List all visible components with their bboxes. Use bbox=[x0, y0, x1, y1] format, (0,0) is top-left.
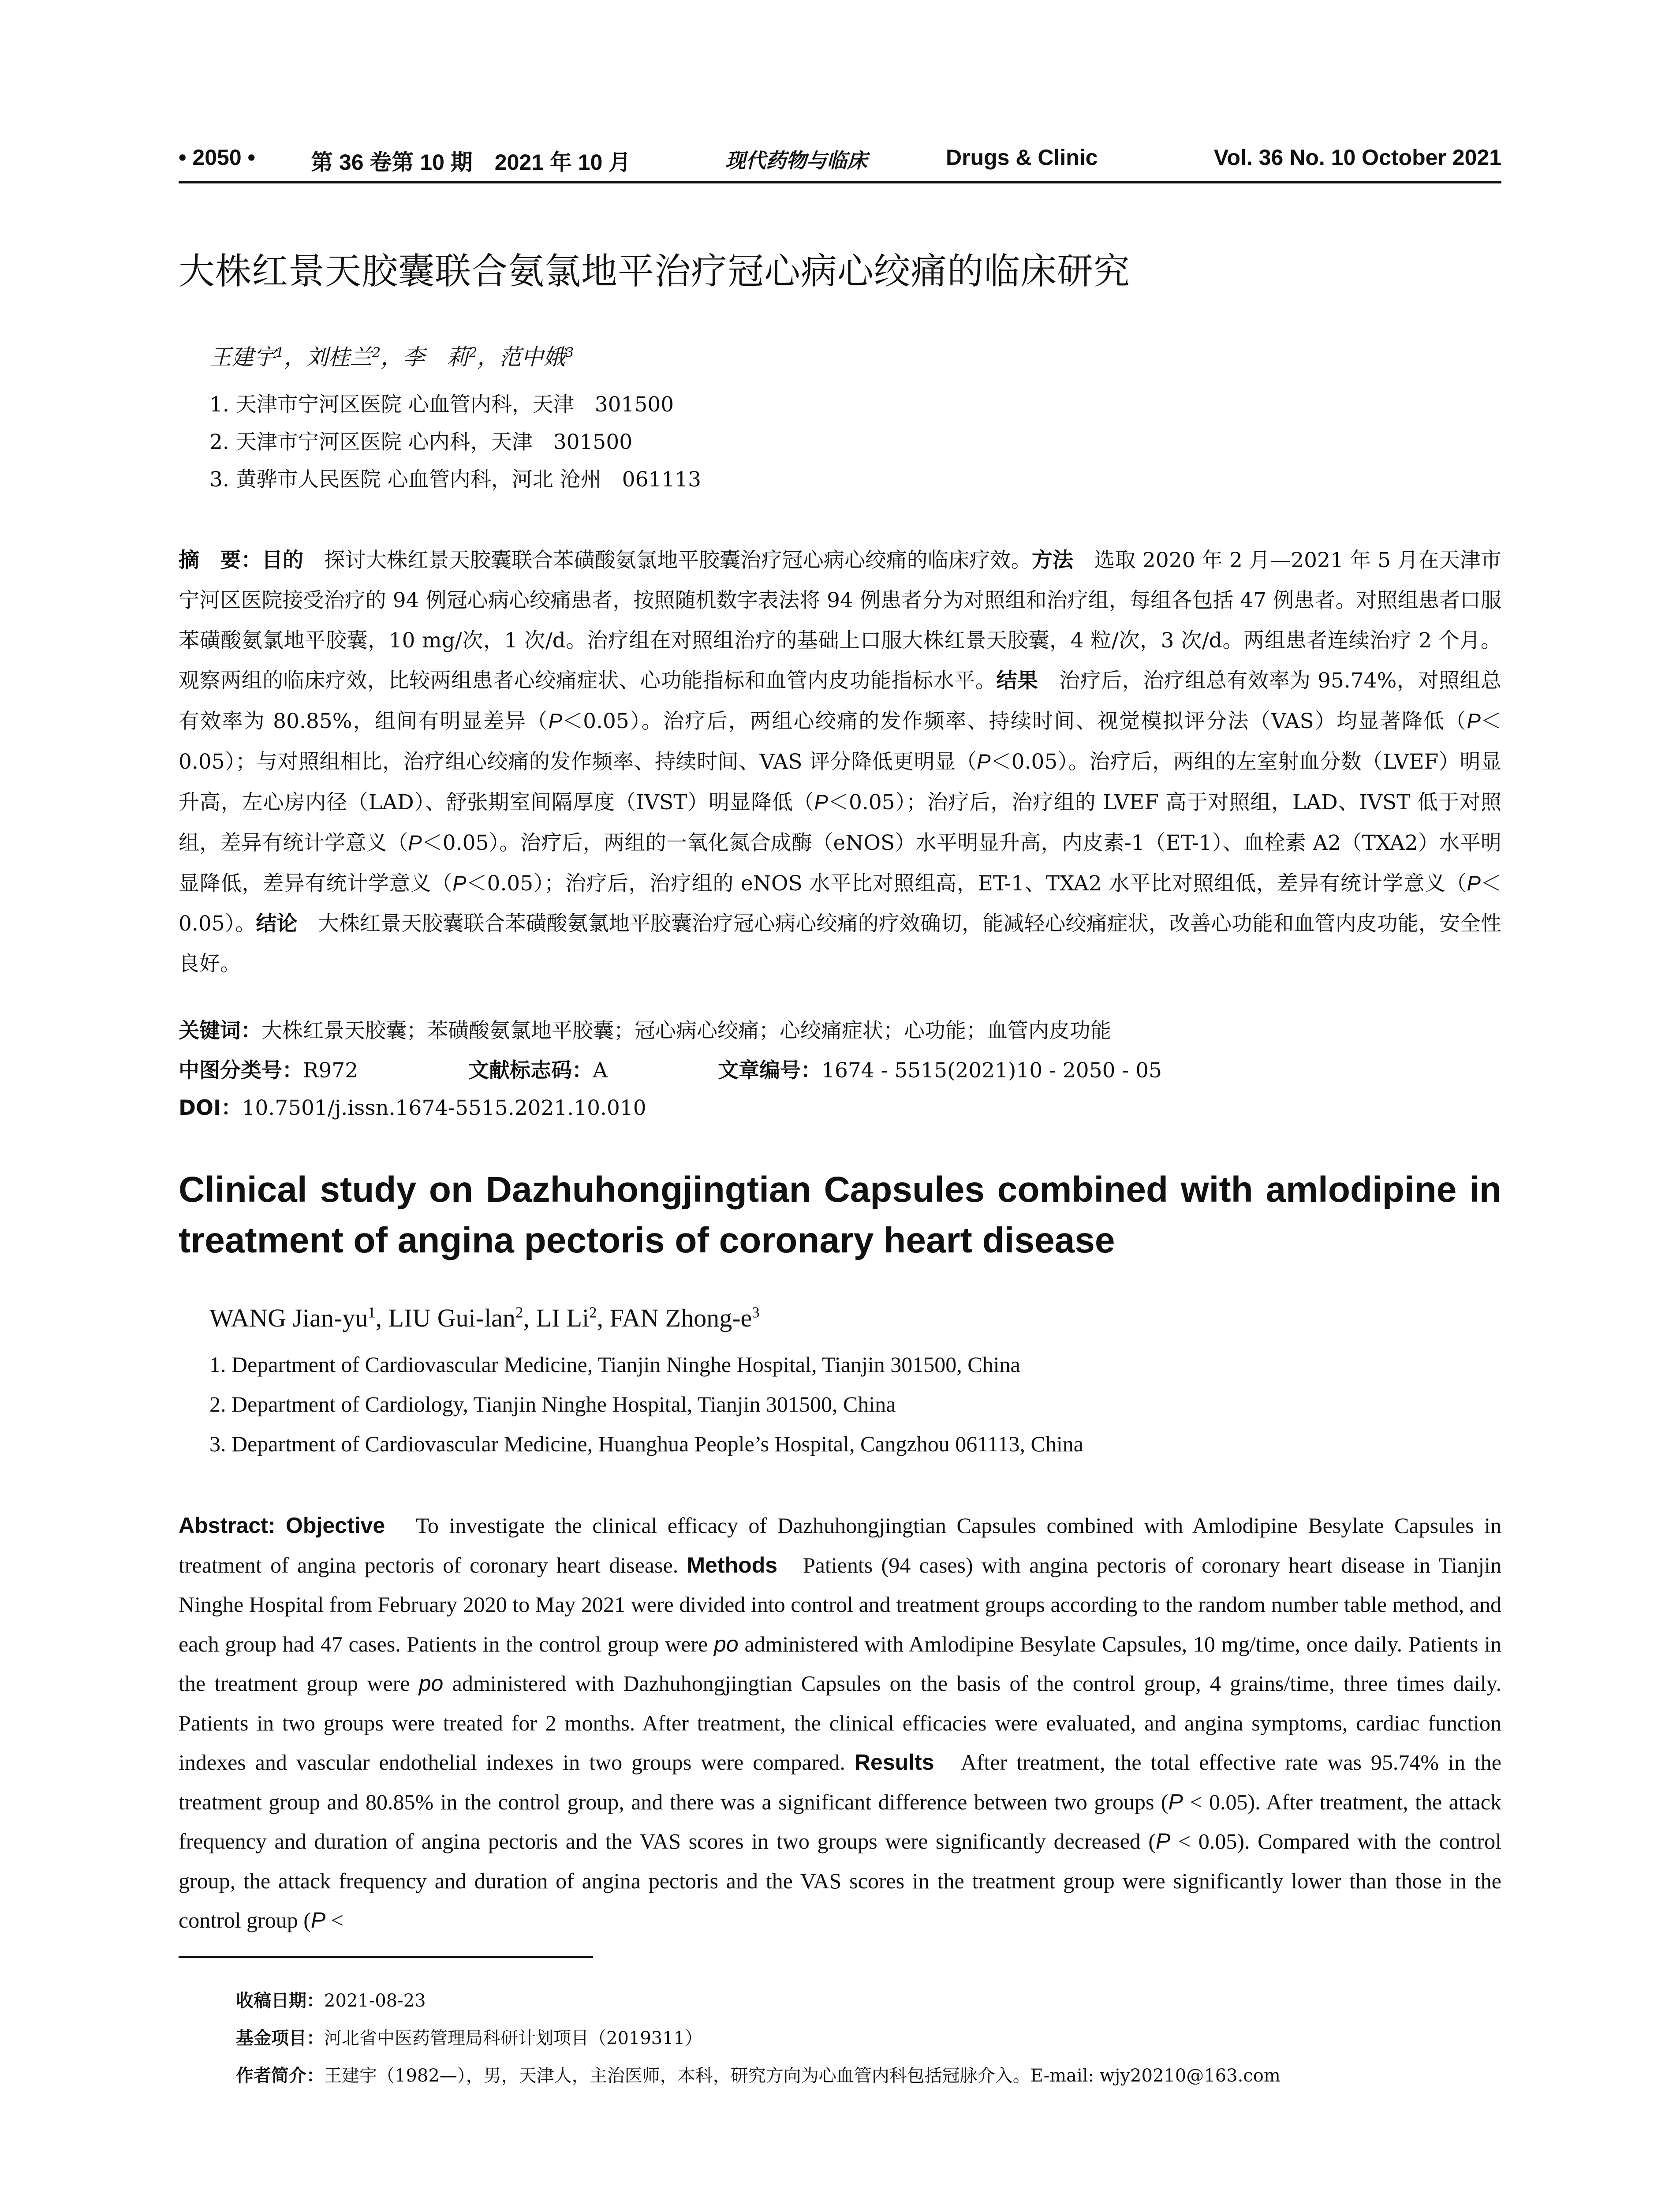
affiliation-cn: 2. 天津市宁河区医院 心内科，天津 301500 bbox=[209, 430, 633, 454]
po-abbrev: po bbox=[714, 1631, 739, 1656]
abstract-cn bbox=[179, 540, 1501, 984]
objective-label: 目的 bbox=[261, 548, 304, 572]
abstract-label: 摘 要： bbox=[179, 548, 262, 572]
author-affiliation-mark: 2 bbox=[589, 1304, 597, 1321]
results-text: < 0.05). Compared with the control group, the attack frequency and duration of angina pectoris and the VAS scores in the treatment group were significantly lower than those in the control group ( bbox=[179, 1829, 1501, 1932]
author-affiliation-mark: 1 bbox=[276, 345, 284, 361]
author-name: WANG Jian-yu bbox=[209, 1304, 368, 1332]
doc-code-label: 文献标志码： bbox=[468, 1058, 593, 1083]
objective-text: 探讨大株红景天胶囊联合苯磺酸氨氯地平胶囊治疗冠心病心绞痛的临床疗效。 bbox=[324, 548, 1032, 572]
footnote-value: 2021-08-23 bbox=[324, 1991, 426, 2011]
p-value-symbol: P bbox=[814, 790, 828, 814]
keywords-label: 关键词： bbox=[179, 1019, 261, 1043]
methods-label: Methods bbox=[687, 1552, 778, 1577]
doi-label: DOI： bbox=[179, 1096, 242, 1120]
results-text: < bbox=[325, 1908, 343, 1932]
volume-issue-cn: 第 36 卷第 10 期 2021 年 10 月 bbox=[311, 150, 631, 175]
methods-text: administered with Dazhuhongjingtian Capsules on the basis of the control group, 4 grains/time, three times daily. Patients in two groups were treated for 2 months. After treatment, the clinical efficacies were evaluated, and angina symptoms, cardiac function indexes and vascular endothelial indexes in two groups were compared. bbox=[179, 1671, 1502, 1775]
po-abbrev: po bbox=[418, 1671, 444, 1696]
footnote-value: 河北省中医药管理局科研计划项目（2019311） bbox=[324, 2028, 703, 2048]
doi-value[interactable]: 10.7501/j.issn.1674-5515.2021.10.010 bbox=[242, 1096, 646, 1120]
clc-label: 中图分类号： bbox=[179, 1058, 303, 1083]
author-name: 范中娥 bbox=[499, 344, 566, 370]
article-title-en: Clinical study on Dazhuhongjingtian Capsules combined with amlodipine in treatment of angina pectoris of coronary heart disease bbox=[179, 1170, 1501, 1260]
conclusion-label: 结论 bbox=[256, 912, 298, 936]
p-value-symbol: P bbox=[1467, 871, 1481, 895]
author-affiliation-mark: 3 bbox=[752, 1304, 760, 1321]
results-text: ＜0.05）；治疗后，治疗组的 eNOS 水平比对照组高，ET-1、TXA2 水平比对照组低，差异有统计学意义（ bbox=[466, 871, 1467, 896]
article-number-value: 1674 - 5515(2021)10 - 2050 - 05 bbox=[821, 1058, 1162, 1083]
p-value-symbol: P bbox=[548, 709, 563, 733]
p-value-symbol: P bbox=[1168, 1789, 1183, 1814]
abstract-en bbox=[179, 1506, 1501, 1940]
results-text: ＜0.05）。治疗后，两组的一氧化氮合成酶（eNOS）水平明显升高，内皮素-1（ET-1）、血栓素 A2（TXA2）水平明显降低，差异有统计学意义（ bbox=[179, 831, 1502, 896]
objective-text: To investigate the clinical efficacy of Dazhuhongjingtian Capsules combined with Amlodipine Besylate Capsules in treatment of angina pectoris of coronary heart disease. bbox=[179, 1513, 1502, 1577]
p-value-symbol: P bbox=[1156, 1829, 1171, 1854]
affiliation-cn: 1. 天津市宁河区医院 心血管内科，天津 301500 bbox=[209, 392, 674, 417]
results-text: < 0.05). After treatment, the attack frequency and duration of angina pectoris and the VAS scores in two groups were significantly decreased ( bbox=[179, 1789, 1501, 1854]
p-value-symbol: P bbox=[977, 750, 991, 773]
footnote-author-bio bbox=[236, 2062, 1281, 2087]
methods-label: 方法 bbox=[1031, 548, 1074, 572]
footnote-label: 作者简介： bbox=[236, 2066, 324, 2086]
results-text: ＜0.05）。 bbox=[179, 871, 1502, 936]
methods-text: Patients (94 cases) with angina pectoris of coronary heart disease in Tianjin Ninghe Hospital from February 2020 to May 2021 were divided into control and treatment groups according to the random number table method, and each group had 47 cases. Patients in the control group were bbox=[179, 1552, 1502, 1656]
results-text: ＜0.05）；与对照组相比，治疗组心绞痛的发作频率、持续时间、VAS 评分降低更明显（ bbox=[179, 709, 1501, 774]
clc-value: R972 bbox=[303, 1058, 358, 1083]
footnote-funding bbox=[236, 2024, 702, 2049]
author-name: 李 莉 bbox=[403, 344, 469, 370]
p-value-symbol: P bbox=[310, 1908, 326, 1932]
affiliation-en: 2. Department of Cardiology, Tianjin Ninghe Hospital, Tianjin 301500, China bbox=[209, 1392, 896, 1416]
running-header bbox=[179, 132, 1501, 183]
author-name: 刘桂兰 bbox=[306, 344, 373, 370]
author-name: FAN Zhong-e bbox=[609, 1304, 752, 1332]
article-number-label: 文章编号： bbox=[718, 1058, 822, 1083]
classification-line bbox=[179, 1054, 1272, 1084]
author-affiliation-mark: 2 bbox=[469, 345, 478, 361]
footnote-label: 基金项目： bbox=[236, 2028, 324, 2048]
author-affiliation-mark: 3 bbox=[565, 345, 574, 361]
keywords-value: 大株红景天胶囊；苯磺酸氨氯地平胶囊；冠心病心绞痛；心绞痛症状；心功能；血管内皮功能 bbox=[261, 1019, 1111, 1043]
affiliation-cn: 3. 黄骅市人民医院 心血管内科，河北 沧州 061113 bbox=[209, 467, 702, 492]
author-affiliation-mark: 2 bbox=[372, 345, 381, 361]
objective-label: Objective bbox=[286, 1513, 385, 1538]
author-affiliation-mark: 2 bbox=[515, 1304, 523, 1321]
p-value-symbol: P bbox=[452, 871, 467, 895]
keywords-cn bbox=[179, 1014, 1111, 1044]
results-text: ＜0.05）；治疗后，治疗组的 LVEF 高于对照组，LAD、IVST 低于对照组，差异有统计学意义（ bbox=[179, 790, 1501, 855]
journal-name-cn: 现代药物与临床 bbox=[725, 149, 867, 172]
abstract-label: Abstract: bbox=[179, 1513, 276, 1538]
results-text: ＜0.05）。治疗后，两组的左室射血分数（LVEF）明显升高，左心房内径（LAD）、舒张期室间隔厚度（IVST）明显降低（ bbox=[179, 750, 1501, 815]
results-text: After treatment, the total effective rate was 95.74% in the treatment group and 80.85% in the control group, and there was a significant difference between two groups ( bbox=[179, 1750, 1502, 1814]
p-value-symbol: P bbox=[408, 831, 422, 854]
footnote-label: 收稿日期： bbox=[236, 1991, 324, 2011]
page-number: • 2050 • bbox=[179, 145, 256, 170]
author-name: LIU Gui-lan bbox=[388, 1304, 515, 1332]
author-name: 王建宇 bbox=[209, 344, 276, 370]
footnote-rule bbox=[179, 1956, 593, 1958]
affiliation-en: 3. Department of Cardiovascular Medicine, Huanghua People’s Hospital, Cangzhou 061113, China bbox=[209, 1431, 1083, 1456]
methods-text: administered with Amlodipine Besylate Capsules, 10 mg/time, once daily. Patients in the treatment group were bbox=[179, 1631, 1501, 1696]
results-label: 结果 bbox=[996, 669, 1038, 693]
methods-text: 选取 2020 年 2 月—2021 年 5 月在天津市宁河区医院接受治疗的 94 例冠心病心绞痛患者，按照随机数字表法将 94 例患者分为对照组和治疗组，每组各包括 47 例患者。对照组患者口服苯磺酸氨氯地平胶囊，10 mg/次，1 次/d。治疗组在对照组治疗的基础上口服大株红景天胶囊，4 粒/次，3 次/d。两组患者连续治疗 2 个月。观察两组的临床疗效，比较两组患者心绞痛症状、心功能指标和血管内皮功能指标水平。 bbox=[179, 548, 1502, 693]
results-text: ＜0.05）。治疗后，两组心绞痛的发作频率、持续时间、视觉模拟评分法（VAS）均显著降低（ bbox=[562, 709, 1467, 733]
p-value-symbol: P bbox=[1467, 709, 1481, 733]
journal-name-en: Drugs & Clinic bbox=[946, 145, 1098, 170]
conclusion-text: 大株红景天胶囊联合苯磺酸氨氯地平胶囊治疗冠心病心绞痛的疗效确切，能减轻心绞痛症状，改善心功能和血管内皮功能，安全性良好。 bbox=[179, 912, 1501, 976]
author-list-en: WANG Jian-$yu^1$, LIU Gui-lan$^2$, LI Li$^2$, FAN Zhong-$e^3$ bbox=[209, 1304, 760, 1332]
volume-issue-en: Vol. 36 No. 10 October 2021 bbox=[1213, 145, 1501, 170]
author-name: LI Li bbox=[536, 1304, 590, 1332]
author-affiliation-mark: 1 bbox=[368, 1304, 376, 1321]
results-text: 治疗后，治疗组总有效率为 95.74%，对照组总有效率为 80.85%，组间有明显差异（ bbox=[179, 669, 1502, 733]
doc-code-value: A bbox=[593, 1058, 608, 1083]
author-list-cn: 王建宇$^1$，刘桂兰$^2$，李 莉$^2$，范中娥$^3$ bbox=[209, 344, 574, 370]
footnote-value: 王建宇（1982—），男，天津人，主治医师，本科，研究方向为心血管内科包括冠脉介入。E-mail: wjy20210@163.com bbox=[324, 2066, 1281, 2086]
footnote-received bbox=[236, 1987, 426, 2012]
doi-line bbox=[179, 1091, 646, 1121]
affiliation-en: 1. Department of Cardiovascular Medicine, Tianjin Ninghe Hospital, Tianjin 301500, China bbox=[209, 1352, 1020, 1377]
results-label: Results bbox=[854, 1750, 934, 1775]
article-title-cn: 大株红景天胶囊联合氨氯地平治疗冠心病心绞痛的临床研究 bbox=[179, 250, 1131, 292]
